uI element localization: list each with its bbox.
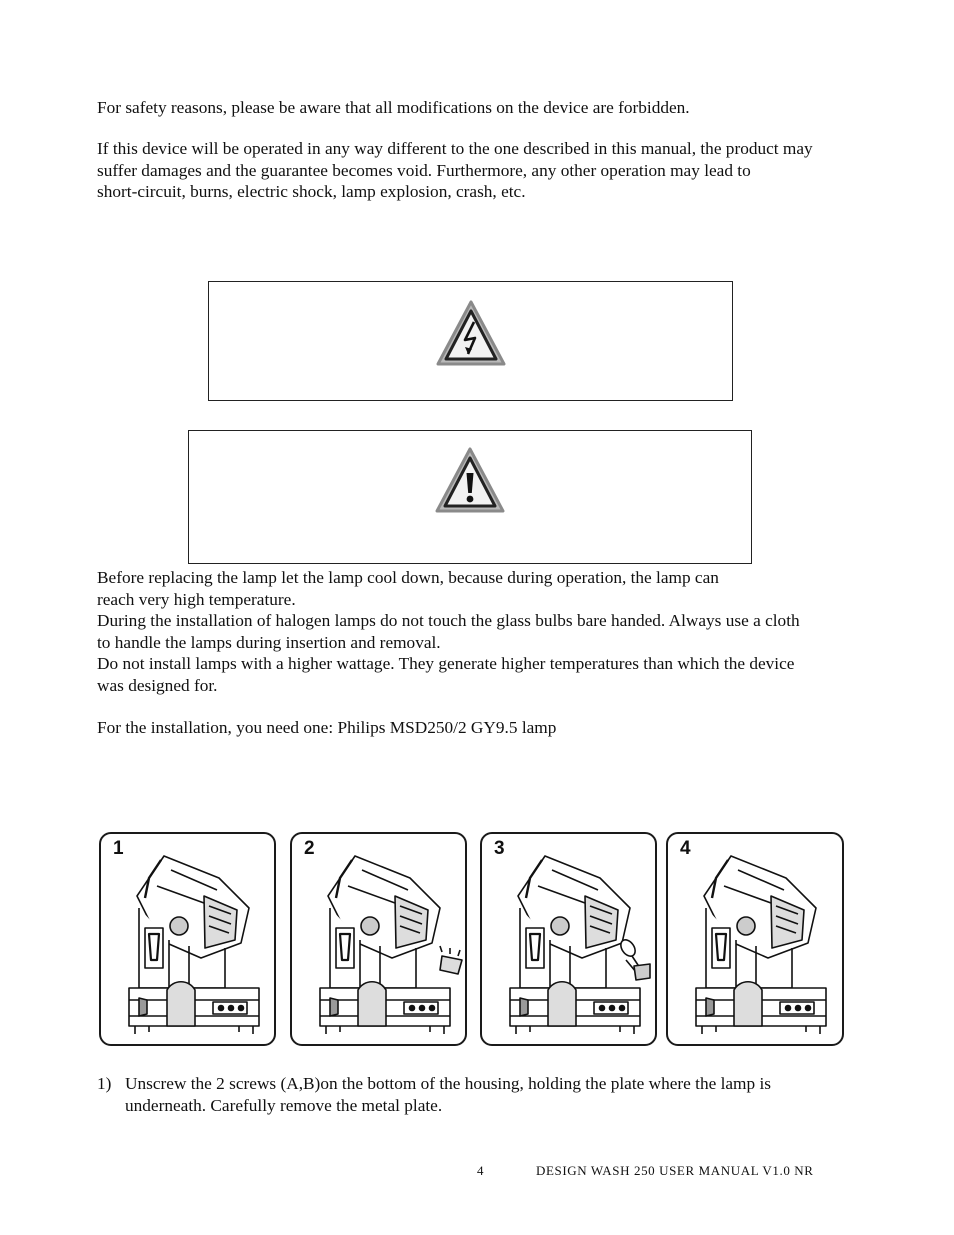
figure-panel-2 — [290, 832, 467, 1046]
figure-number: 1 — [113, 838, 124, 859]
figure-panel-3 — [480, 832, 657, 1046]
figure-panel-1 — [99, 832, 276, 1046]
figure-number: 3 — [494, 838, 505, 859]
lamp-handling-line: Do not install lamps with a higher wattage. They generate higher temperatures than which the device — [97, 654, 795, 673]
warranty-paragraph — [97, 138, 867, 203]
moving-head-illustration — [300, 848, 465, 1043]
manual-title: DESIGN WASH 250 USER MANUAL V1.0 NR — [536, 1163, 814, 1178]
moving-head-illustration — [676, 848, 836, 1043]
moving-head-illustration — [490, 848, 655, 1043]
lamp-handling-line: reach very high temperature. — [97, 589, 296, 609]
lamp-handling-paragraph — [97, 567, 867, 696]
warranty-line: short-circuit, burns, electric shock, lamp explosion, crash, etc. — [97, 182, 526, 201]
lamp-type-paragraph: For the installation, you need one: Philips MSD250/2 GY9.5 lamp — [97, 718, 557, 737]
warranty-line: suffer damages and the guarantee becomes void. Furthermore, any other operation may lead to — [97, 160, 751, 180]
high-voltage-icon — [433, 296, 509, 372]
step-line: underneath. Carefully remove the metal plate. — [125, 1095, 443, 1115]
page-number: 4 — [477, 1163, 485, 1178]
step-text — [125, 1073, 845, 1116]
lamp-handling-line: to handle the lamps during insertion and removal. — [97, 632, 441, 652]
step-line: Unscrew the 2 screws (A,B)on the bottom of the housing, holding the plate where the lamp is — [125, 1074, 771, 1093]
exclamation-warning-icon — [432, 443, 508, 519]
figure-panel-4 — [666, 832, 844, 1046]
lamp-handling-line: During the installation of halogen lamps do not touch the glass bulbs bare handed. Always use a cloth — [97, 611, 800, 630]
moving-head-illustration — [109, 848, 269, 1043]
lamp-handling-line: was designed for. — [97, 675, 218, 695]
figure-number: 2 — [304, 838, 315, 859]
safety-paragraph: For safety reasons, please be aware that all modifications on the device are forbidden. — [97, 98, 690, 117]
figure-number: 4 — [680, 838, 691, 859]
caution-warning-box — [188, 430, 752, 564]
electric-warning-box — [208, 281, 733, 401]
lamp-handling-line: Before replacing the lamp let the lamp cool down, because during operation, the lamp can — [97, 568, 719, 587]
step-number: 1) — [97, 1074, 112, 1093]
warranty-line: If this device will be operated in any way different to the one described in this manual, the product may — [97, 139, 813, 158]
